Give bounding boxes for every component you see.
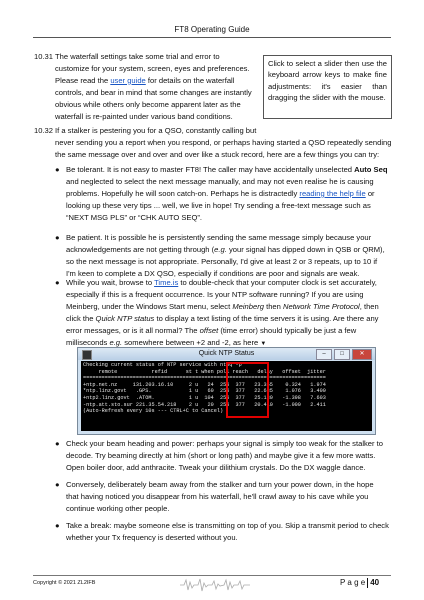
console-line: *ntp.linz.govt .GPS. 1 u 60 256 377 22.635 1.076 3.400 <box>83 388 326 395</box>
bullet-beam-away <box>55 479 394 515</box>
console-line: Checking current status of NTP service with ntpq -p <box>83 362 242 368</box>
user-guide-link[interactable]: user guide <box>110 75 146 85</box>
offset-highlight-box <box>226 362 269 418</box>
help-file-link[interactable]: reading the help file <box>299 188 366 198</box>
text-line: the same message over and over and over like a stuck record, here are a few things you can try: <box>55 149 380 159</box>
text-line: whether your Tx frequency is deserted without you. <box>66 532 238 542</box>
page-title: FT8 Operating Guide <box>174 25 250 34</box>
bullet-dot: ● <box>55 439 60 448</box>
text-span: problems. Hopefully he will soon catch-on. Perhaps he is distractedly <box>66 188 300 198</box>
header-rule <box>33 37 391 38</box>
text-line <box>66 301 394 313</box>
window-title: Quick NTP Status <box>198 350 255 357</box>
text-line: If a stalker is pestering you for a QSO, constantly calling but <box>55 126 257 135</box>
page-label: P a g e <box>340 578 366 588</box>
console-line: +ntp.net.nz 131.203.16.10 2 u 24 256 377 23.355 0.324 1.974 <box>83 381 326 388</box>
bullet-check-clock <box>55 277 394 350</box>
text-span: milliseconds <box>66 337 110 347</box>
text-span: (time error) should typically be just a few <box>218 325 357 335</box>
close-button[interactable]: ✕ <box>352 349 372 360</box>
window-controls <box>316 349 372 360</box>
text-line: waterfall is re-painted under various band conditions. <box>55 111 233 121</box>
text-line: Open boiler door, add anthracite. Tweak your dilithium crystals. Do the DX waggle dance. <box>66 462 366 472</box>
text-span: e.g. <box>214 244 227 254</box>
bullet-dot: ● <box>55 278 60 287</box>
waveform-logo-icon <box>180 577 250 593</box>
text-line: continue working other people. <box>66 503 170 513</box>
auto-seq-bold: Auto Seq <box>354 165 388 174</box>
text-span: to double-check that your computer clock is set accurately, <box>178 278 377 287</box>
text-span: to display a text listing of the time servers it is using. Are there any <box>154 313 379 323</box>
text-span: acknowledgements are not getting through ( <box>66 244 215 254</box>
section-10-32-intro <box>55 125 393 161</box>
text-line: decode. Try beaming directly at him (short or long path) and maybe give it a few more watts. <box>66 450 376 460</box>
text-line <box>66 244 394 256</box>
section-number-10-31: 10.31 <box>34 52 54 61</box>
text-line <box>66 277 394 289</box>
text-line: The waterfall settings take some trial and error to <box>55 52 220 61</box>
text-line <box>66 313 394 325</box>
bullet-take-break <box>55 520 394 544</box>
text-span: or <box>365 188 375 198</box>
text-line <box>66 188 394 200</box>
bullet-dot: ● <box>55 521 60 530</box>
text-line: I'm keen to complete a DX QSO, especially if conditions are poor and signals are weak. <box>66 268 360 278</box>
bullet-dot: ● <box>55 165 60 174</box>
text-span: e.g. <box>109 337 123 347</box>
text-line <box>66 325 394 337</box>
page-number <box>340 578 379 588</box>
text-line: Conversely, deliberately beam away from the stalker and turn your power down, in the hope <box>66 480 374 489</box>
triangle-down-icon: ▼ <box>260 340 267 347</box>
text-line: that having noticed you disappear from his waterfall, he'll crawl away to his cave while you <box>66 491 369 501</box>
text-line: Be patient. It is possible he is persistently sending the same message simply because your <box>66 233 372 242</box>
footer-rule <box>33 575 391 576</box>
maximize-button[interactable]: □ <box>334 349 350 360</box>
text-line: Take a break: maybe someone else is transmitting on top of you. Skip a transmit period to check <box>66 521 389 530</box>
text-span: Meinberg, under the Windows Start menu, select <box>66 301 233 311</box>
bullet-check-beam <box>55 438 394 474</box>
text-span: Please read the <box>55 75 111 85</box>
text-span: Network Time Protocol <box>282 301 360 311</box>
bullet-be-patient <box>55 232 394 280</box>
text-span: then <box>263 301 283 311</box>
text-line: “NEXT MSG PLS” or “CHK AUTO SEQ”. <box>66 212 203 222</box>
console-line: -ntp.att.sto.sur 221.35.54.218 2 u 20 256 377 20.410 -1.000 2.411 <box>83 401 326 408</box>
text-span: click the <box>66 313 96 323</box>
section-number-10-32: 10.32 <box>34 126 54 135</box>
console-line: ============================================================================== <box>83 375 326 382</box>
text-line: looking up these very tips ... well, we live in hope! Try sending a free-text message such as <box>66 200 371 210</box>
text-span: somewhere between +2 and -2, as here <box>122 337 261 347</box>
bullet-dot: ● <box>55 480 60 489</box>
text-line: Check your beam heading and power: perhaps your signal is simply too weak for the stalker to <box>66 439 383 448</box>
console-line: +ntp2.linz.govt .ATOM. 1 u 104 256 377 25.130 -1.398 7.603 <box>83 394 326 401</box>
text-line: so the next message is not appropriate. Personally, I'd give at least 2 or 3 repeats, up to 10 if <box>66 256 378 266</box>
text-span: While you wait, browse to <box>66 278 155 287</box>
text-span: Meinberg <box>232 301 264 311</box>
text-span: your signal has dipped down in QSB or QRM), <box>226 244 385 254</box>
console-icon <box>82 350 92 360</box>
bullet-dot: ● <box>55 233 60 242</box>
time-is-link[interactable]: Time.is <box>154 278 179 287</box>
window-titlebar <box>78 348 375 360</box>
minimize-button[interactable]: – <box>316 349 332 360</box>
text-line: controls, and bear in mind that some changes are instantly <box>55 87 252 97</box>
text-span: for details on the waterfall <box>145 75 235 85</box>
text-span: error messages, or is it all normal? The <box>66 325 200 335</box>
text-span: , then <box>359 301 379 311</box>
text-line: especially if this is a frequent occurrence. Is your NTP software running? If you are using <box>66 289 364 299</box>
bullet-be-tolerant <box>55 164 394 224</box>
text-line: customize for your system, screen, eyes and preferences. <box>55 63 250 73</box>
text-span: Quick NTP status <box>95 313 155 323</box>
console-line: (Auto-Refresh every 10s --- CTRL+C to Cancel) <box>83 408 224 415</box>
copyright: Copyright © 2021 ZL2IFB <box>33 580 96 586</box>
page-separator <box>367 578 368 588</box>
tip-box: Click to select a slider then use the keyboard arrow keys to make fine adjustments: it's easier than dragging the slider with the mouse. <box>263 55 392 119</box>
page-number-value: 40 <box>370 578 380 588</box>
text-line: obvious while others only become apparent later as the <box>55 99 241 109</box>
text-line <box>66 164 394 176</box>
console-line: remote refid st t when poll reach delay offset jitter <box>83 368 326 375</box>
text-span: offset <box>199 325 219 335</box>
text-line: never sending you a report when you respond, or perhaps having started a QSO repeatedly sending <box>55 137 392 147</box>
text-span: Be tolerant. It is not easy to master FT8! The caller may have accidentally unselected <box>66 165 355 174</box>
text-line: and neglected to select the next message manually, and may not even realise he is causing <box>66 176 374 186</box>
